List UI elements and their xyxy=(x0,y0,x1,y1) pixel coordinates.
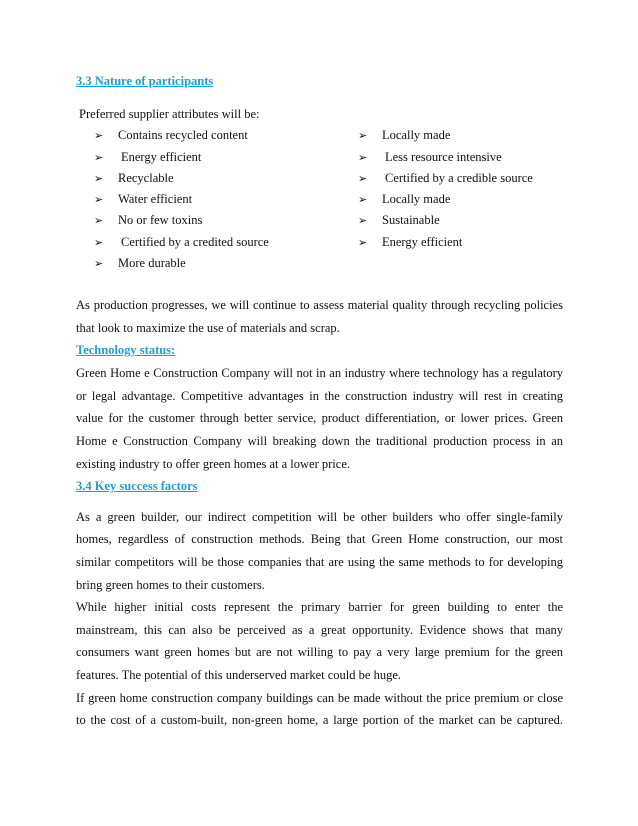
bullet-right-6 xyxy=(358,235,462,250)
bullet-right-3 xyxy=(358,171,533,186)
competition-paragraph-line-2: homes, regardless of construction methods. Being that Green Home construction, our most xyxy=(76,532,563,546)
production-paragraph-line-1: As production progresses, we will continue to assess material quality through recycling policies xyxy=(76,298,563,312)
bullet-text: Water efficient xyxy=(118,192,193,206)
section-heading-3-4: 3.4 Key success factors xyxy=(76,479,198,493)
bullet-left-7 xyxy=(94,256,186,271)
bullet-text: Locally made xyxy=(382,192,451,206)
bullet-text: Locally made xyxy=(382,128,451,142)
arrow-bullet-icon: ➢ xyxy=(358,194,368,206)
bullet-text: No or few toxins xyxy=(118,213,203,227)
bullet-left-2 xyxy=(94,150,201,165)
bullet-left-3 xyxy=(94,171,174,186)
bullet-text: Certified by a credible source xyxy=(385,171,533,185)
bullet-right-2 xyxy=(358,150,502,165)
bullet-right-4 xyxy=(358,192,450,207)
competition-paragraph-line-1: As a green builder, our indirect competition will be other builders who offer single-family xyxy=(76,510,563,524)
bullet-left-4 xyxy=(94,192,192,207)
bullet-text: Energy efficient xyxy=(121,150,202,164)
arrow-bullet-icon: ➢ xyxy=(358,173,368,185)
section-heading-3-3: 3.3 Nature of participants xyxy=(76,74,214,88)
technology-status-heading: Technology status: xyxy=(76,343,176,357)
arrow-bullet-icon: ➢ xyxy=(358,152,368,164)
technology-paragraph-line-4: Home e Construction Company will breaking down the traditional production process in an xyxy=(76,434,563,448)
arrow-bullet-icon: ➢ xyxy=(358,130,368,142)
barrier-paragraph-line-2: mainstream, this can also be perceived as a great opportunity. Evidence shows that many xyxy=(76,623,563,637)
barrier-paragraph-line-3: consumers want green homes but are not willing to pay a very large premium for the green xyxy=(76,645,563,659)
arrow-bullet-icon: ➢ xyxy=(358,215,368,227)
arrow-bullet-icon: ➢ xyxy=(94,130,104,142)
technology-paragraph-line-5: existing industry to offer green homes at a lower price. xyxy=(76,457,350,471)
arrow-bullet-icon: ➢ xyxy=(94,194,104,206)
bullet-text: Contains recycled content xyxy=(118,128,248,142)
bullet-right-5 xyxy=(358,213,440,228)
technology-paragraph-line-2: or legal advantage. Competitive advantages in the construction industry will rest in creating xyxy=(76,389,563,403)
bullet-right-1 xyxy=(358,128,450,143)
bullet-text: Recyclable xyxy=(118,171,174,185)
supplier-intro: Preferred supplier attributes will be: xyxy=(79,107,260,121)
barrier-paragraph-line-4: features. The potential of this underserved market could be huge. xyxy=(76,668,402,682)
arrow-bullet-icon: ➢ xyxy=(94,152,104,164)
bullet-text: Sustainable xyxy=(382,213,440,227)
bullet-text: Energy efficient xyxy=(382,235,463,249)
bullet-text: Less resource intensive xyxy=(385,150,502,164)
competition-paragraph-line-3: similar competitors will be those companies that are using the same methods to for developing xyxy=(76,555,563,569)
bullet-text: Certified by a credited source xyxy=(121,235,269,249)
bullet-text: More durable xyxy=(118,256,186,270)
arrow-bullet-icon: ➢ xyxy=(358,237,368,249)
market-paragraph-line-1: If green home construction company buildings can be made without the price premium or close xyxy=(76,691,563,705)
arrow-bullet-icon: ➢ xyxy=(94,173,104,185)
production-paragraph-line-2: that look to maximize the use of materials and scrap. xyxy=(76,321,340,335)
arrow-bullet-icon: ➢ xyxy=(94,237,104,249)
technology-paragraph-line-1: Green Home e Construction Company will not in an industry where technology has a regulatory xyxy=(76,366,563,380)
bullet-left-1 xyxy=(94,128,248,143)
market-paragraph-line-2: to the cost of a custom-built, non-green home, a large portion of the market can be captured. xyxy=(76,713,563,727)
arrow-bullet-icon: ➢ xyxy=(94,215,104,227)
bullet-left-5 xyxy=(94,213,202,228)
arrow-bullet-icon: ➢ xyxy=(94,258,104,270)
technology-paragraph-line-3: value for the customer through better service, product differentiation, or lower prices. Green xyxy=(76,411,563,425)
barrier-paragraph-line-1: While higher initial costs represent the primary barrier for green building to enter the xyxy=(76,600,563,614)
competition-paragraph-line-4: bring green homes to their customers. xyxy=(76,578,265,592)
bullet-left-6 xyxy=(94,235,269,250)
